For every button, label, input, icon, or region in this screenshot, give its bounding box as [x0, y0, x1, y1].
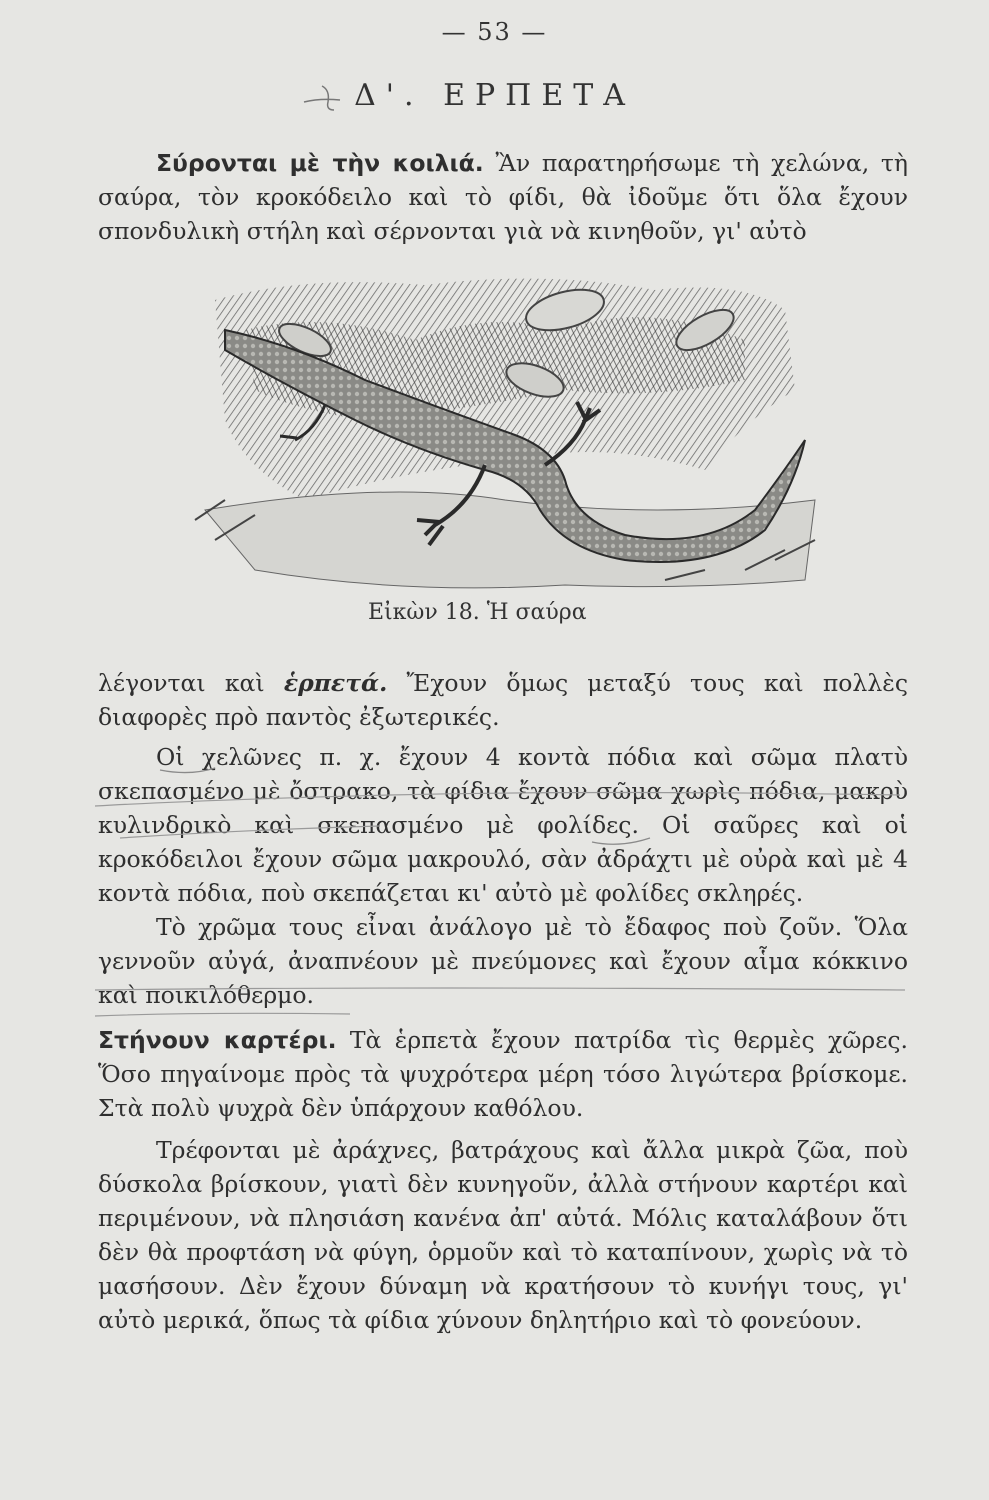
paragraph-color — [98, 910, 908, 1012]
paragraph-text: λέγονται καὶ — [98, 669, 284, 697]
paragraph-habitat — [98, 1023, 908, 1125]
paragraph-text: Ἂν παρατηρήσωμε τὴ χελώνα, τὴ σαύρα, τὸν κροκόδειλο καὶ τὸ φίδι, θὰ ἰδοῦμε ὅτι ὅλα ἔχουν σπονδυλικὴ στήλη καὶ σέρνονται γιὰ νὰ κινηθοῦν, γι' αὐτὸ — [98, 149, 908, 245]
page-number: — 53 — — [441, 18, 548, 46]
paragraph-heading: Στήνουν καρτέρι. — [98, 1026, 337, 1054]
section-title: Δ'. ΕΡΠΕΤΑ — [354, 78, 635, 113]
term-reptiles: ἑρπετά. — [283, 669, 388, 697]
paragraph-heading: Σύρονται μὲ τὴν κοιλιά. — [156, 149, 484, 177]
paragraph-text: Τὸ χρῶμα τους εἶναι ἀνάλογο μὲ τὸ ἔδαφος ποὺ ζοῦν. Ὅλα γεννοῦν αὐγά, ἀναπνέουν μὲ πνεύμονες καὶ ἔχουν αἷμα κόκκινο καὶ ποικιλόθερμο. — [98, 913, 908, 1009]
paragraph-reptiles — [98, 666, 908, 734]
figure-caption: Εἰκὼν 18. Ἡ σαύρα — [368, 600, 587, 625]
lizard-engraving-icon — [185, 270, 825, 600]
paragraph-differences — [98, 740, 908, 910]
paragraph-text: Τρέφονται μὲ ἀράχνες, βατράχους καὶ ἄλλα μικρὰ ζῶα, ποὺ δύσκολα βρίσκουν, γιατὶ δὲν κυνηγοῦν, ἀλλὰ στήνουν καρτέρι καὶ περιμένουν, νὰ πλησιάση κανένα ἀπ' αὐτά. Μόλις καταλάβουν ὅτι δὲν θὰ προφτάση νὰ φύγη, ὁρμοῦν καὶ τὸ καταπίνουν, χωρὶς νὰ τὸ μασήσουν. Δὲν ἔχουν δύναμη νὰ κρατήσουν τὸ κυνήγι τους, γι' αὐτὸ μερικά, ὅπως τὰ φίδια χύνουν δηλητήριο καὶ τὸ φονεύουν. — [98, 1136, 908, 1334]
paragraph-text: Ἔχουν ὅμως μεταξύ τους καὶ πολλὲς διαφορὲς πρὸ παντὸς ἐξωτερικές. — [98, 669, 908, 731]
paragraph-feeding — [98, 1133, 908, 1337]
paragraph-text: Οἱ χελῶνες π. χ. ἔχουν 4 κοντὰ πόδια καὶ σῶμα πλατὺ σκεπασμένο μὲ ὄστρακο, τὰ φίδια ἔχουν σῶμα χωρὶς πόδια, μακρὺ κυλινδρικὸ καὶ σκεπασμένο μὲ φολίδες. Οἱ σαῦρες καὶ οἱ κροκόδειλοι ἔχουν σῶμα μακρουλό, σὰν ἀδράχτι μὲ οὐρὰ καὶ μὲ 4 κοντὰ πόδια, ποὺ σκεπάζεται κι' αὐτὸ μὲ φολίδες σκληρές. — [98, 743, 908, 907]
paragraph-intro — [98, 146, 908, 248]
paragraph-text: Τὰ ἑρπετὰ ἔχουν πατρίδα τὶς θερμὲς χῶρες. Ὅσο πηγαίνομε πρὸς τὰ ψυχρότερα μέρη τόσο λιγώτερα βρίσκομε. Στὰ πολὺ ψυχρὰ δὲν ὑπάρχουν καθόλου. — [98, 1026, 909, 1122]
